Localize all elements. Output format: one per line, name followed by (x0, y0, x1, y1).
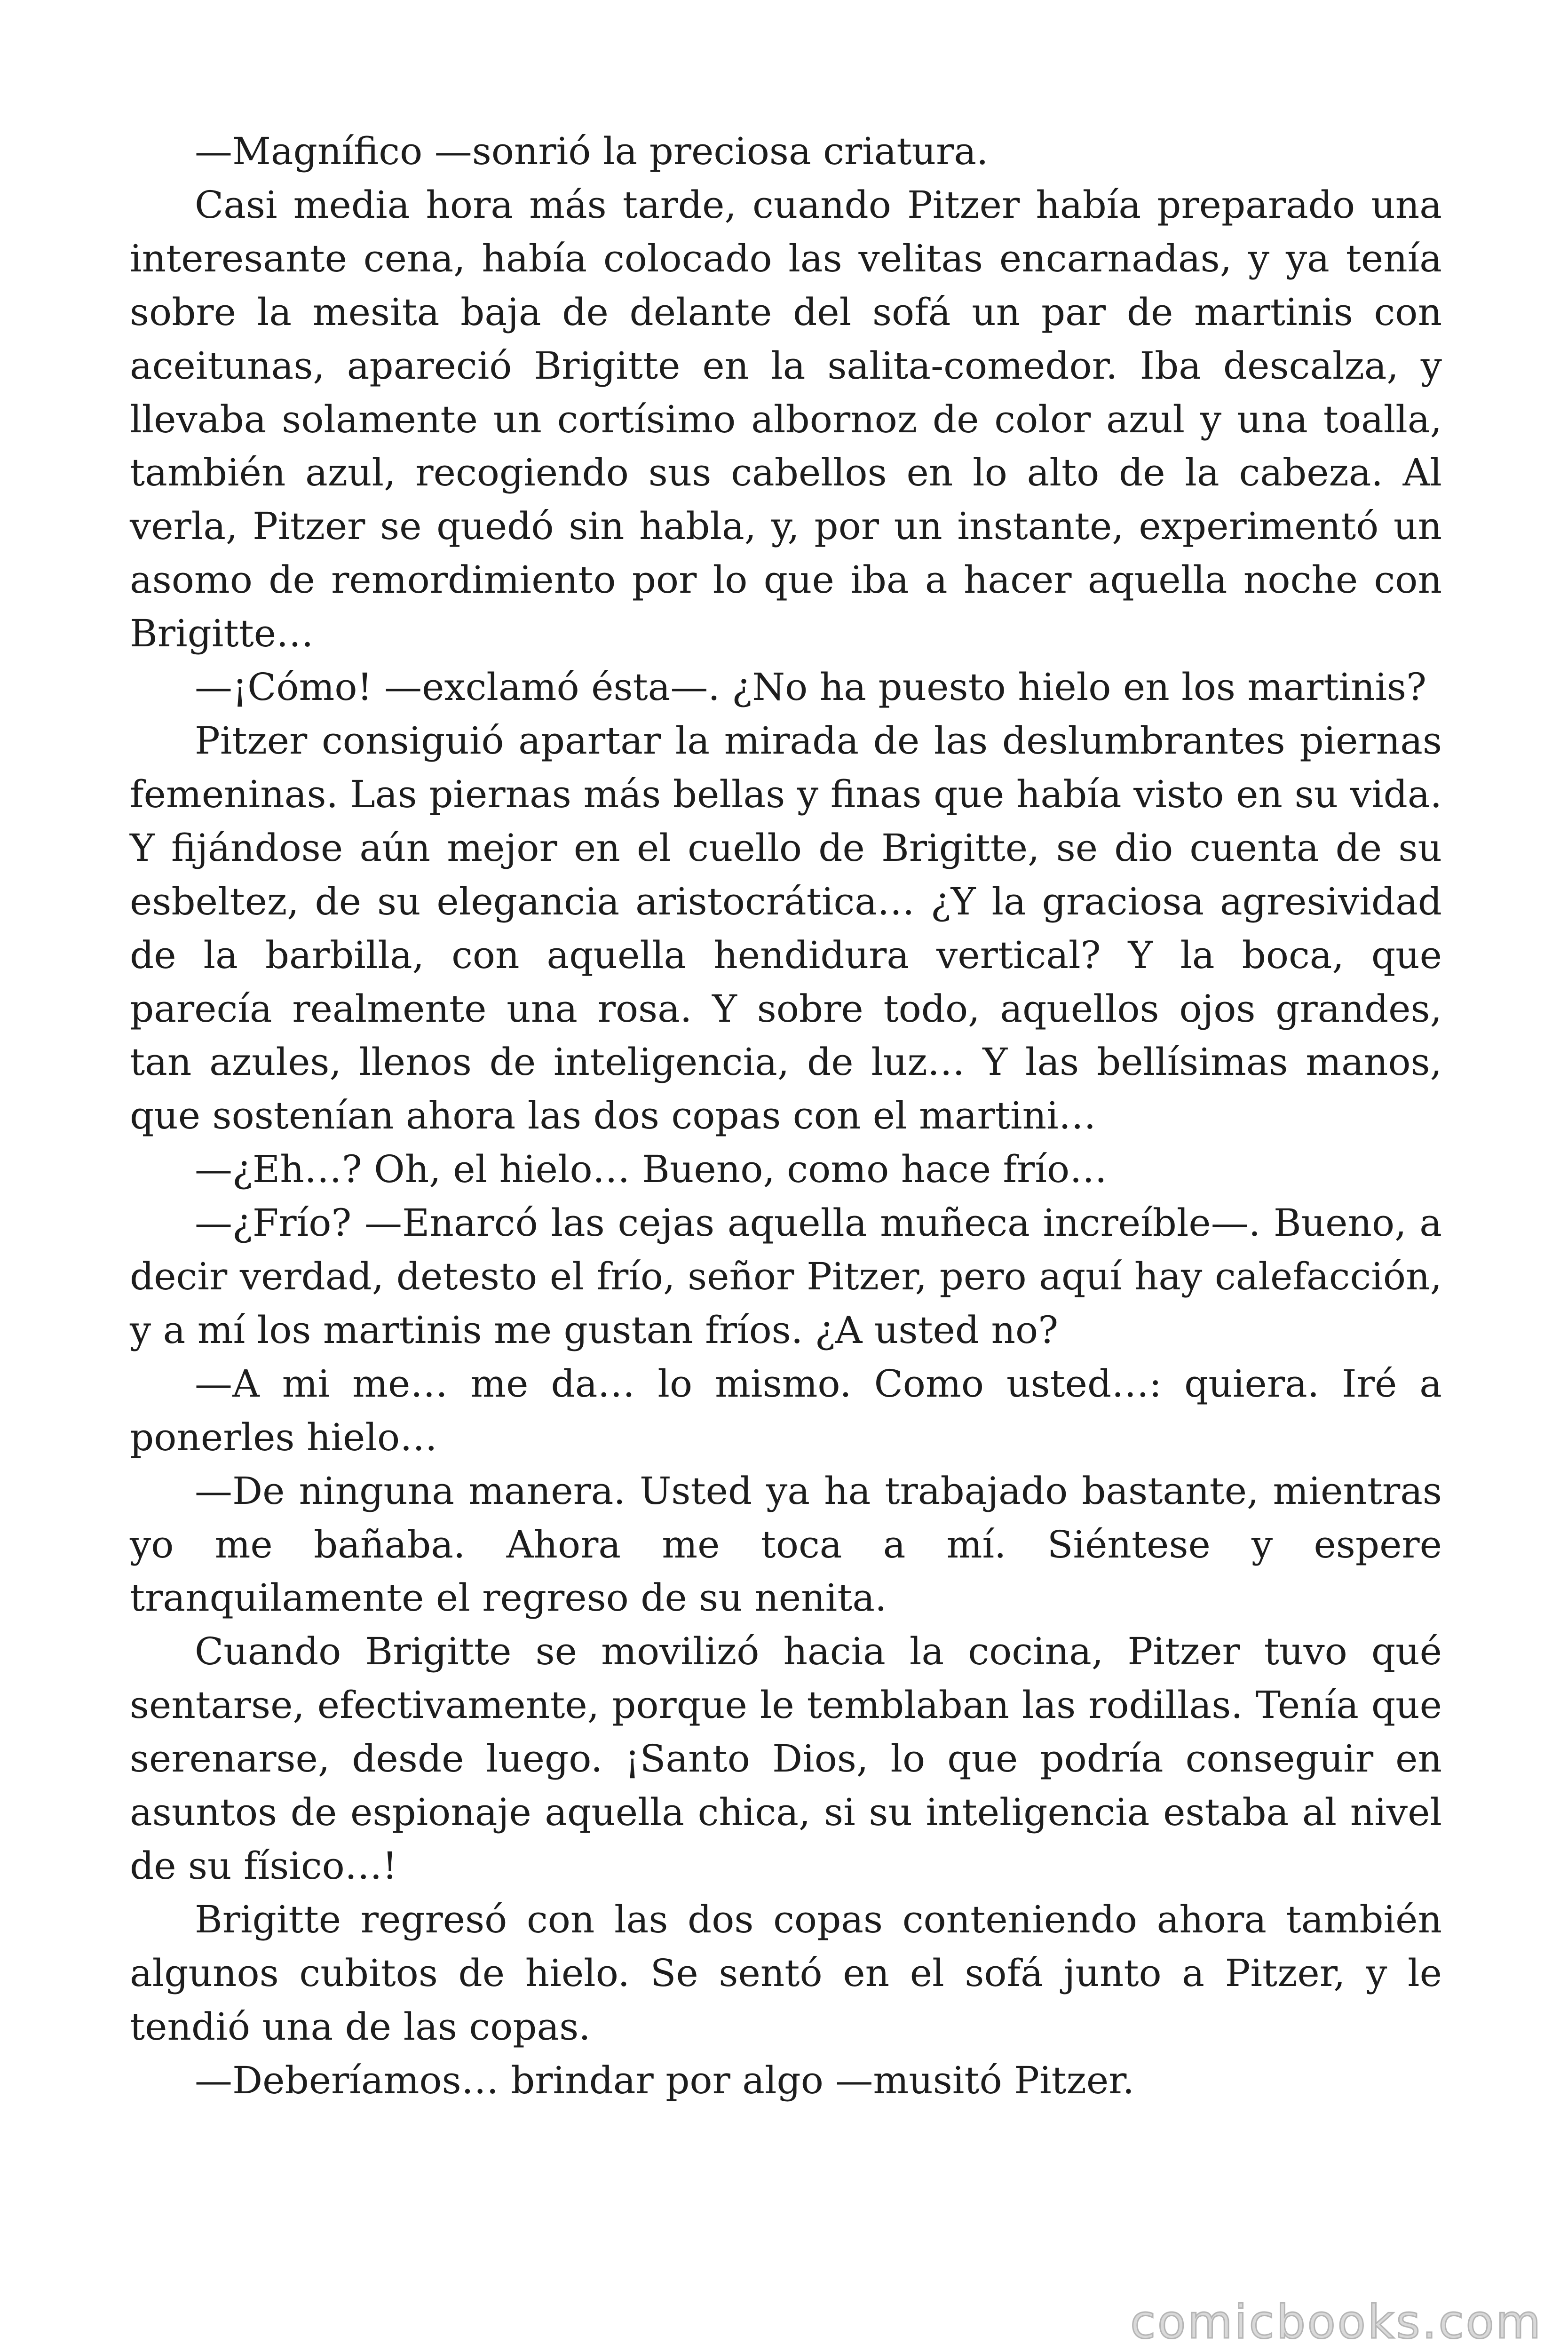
paragraph: —Magnífico —sonrió la preciosa criatura. (195, 129, 989, 173)
paragraph: —¿Eh…? Oh, el hielo… Bueno, como hace frío… (195, 1147, 1108, 1192)
paragraph: Brigitte regresó con las dos copas conteniendo ahora también algunos cubitos de hielo. Se sentó en el sofá junto a Pitzer, y le tendió una de las copas. (130, 1897, 1442, 2049)
body-text (130, 125, 1442, 2107)
watermark-logo: comicbooks.com (1130, 2296, 1543, 2349)
paragraph: —¡Cómo! —exclamó ésta—. ¿No ha puesto hielo en los martinis? (195, 665, 1426, 709)
paragraph: Casi media hora más tarde, cuando Pitzer había preparado una interesante cena, había colocado las velitas encarnadas, y ya tenía sobre la mesita baja de delante del sofá un par de martinis con aceitunas, apareció Brigitte en la salita-comedor. Iba descalza, y llevaba solamente un cortísimo albornoz de color azul y una toalla, también azul, recogiendo sus cabellos en lo alto de la cabeza. Al verla, Pitzer se quedó sin habla, y, por un instante, experimentó un asomo de remordimiento por lo que iba a hacer aquella noche con Brigitte… (130, 183, 1442, 656)
paragraph: —A mi me… me da… lo mismo. Como usted…: quiera. Iré a ponerles hielo… (130, 1361, 1442, 1459)
paragraph: —De ninguna manera. Usted ya ha trabajado bastante, mientras yo me bañaba. Ahora me toca a mí. Siéntese y espere tranquilamente el regreso de su nenita. (130, 1469, 1442, 1620)
paragraph: Pitzer consiguió apartar la mirada de las deslumbrantes piernas femeninas. Las piernas más bellas y finas que había visto en su vida. Y fijándose aún mejor en el cuello de Brigitte, se dio cuenta de su esbeltez, de su elegancia aristocrática… ¿Y la graciosa agresividad de la barbilla, con aquella hendidura vertical? Y la boca, que parecía realmente una rosa. Y sobre todo, aquellos ojos grandes, tan azules, llenos de inteligencia, de luz… Y las bellísimas manos, que sostenían ahora las dos copas con el martini… (130, 718, 1442, 1138)
paragraph: Cuando Brigitte se movilizó hacia la cocina, Pitzer tuvo qué sentarse, efectivamente, porque le temblaban las rodillas. Tenía que serenarse, desde luego. ¡Santo Dios, lo que podría conseguir en asuntos de espionaje aquella chica, si su inteligencia estaba al nivel de su físico…! (130, 1629, 1442, 1888)
paragraph: —¿Frío? —Enarcó las cejas aquella muñeca increíble—. Bueno, a decir verdad, detesto el frío, señor Pitzer, pero aquí hay calefacción, y a mí los martinis me gustan fríos. ¿A usted no? (130, 1201, 1442, 1352)
paragraph: —Deberíamos… brindar por algo —musitó Pitzer. (195, 2058, 1135, 2102)
